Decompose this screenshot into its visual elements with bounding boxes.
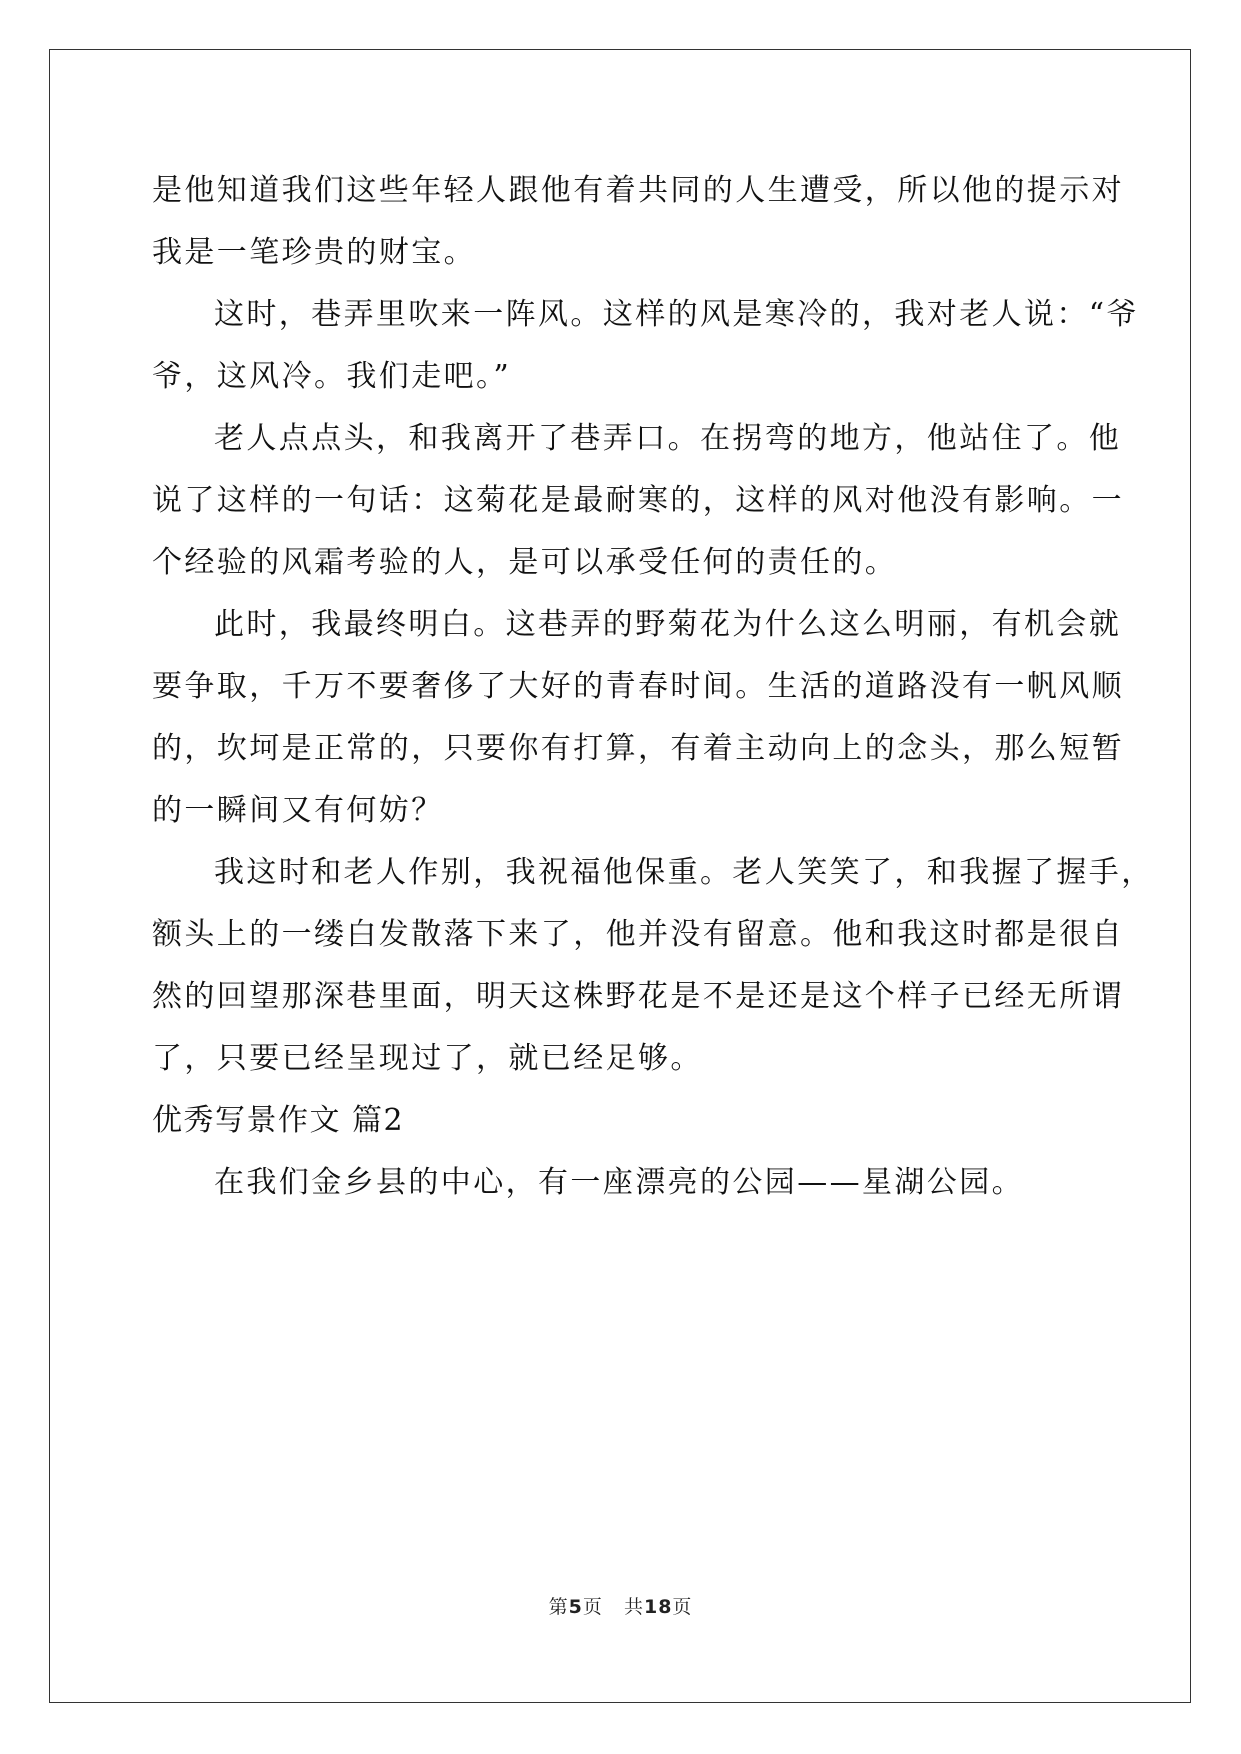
text-line: 我这时和老人作别，我祝福他保重。老人笑笑了，和我握了握手， bbox=[214, 855, 1154, 890]
page-footer bbox=[0, 1592, 1241, 1619]
text-line: 个经验的风霜考验的人，是可以承受任何的责任的。 bbox=[152, 545, 898, 580]
text-line: 在我们金乡县的中心，有一座漂亮的公园——星湖公园。 bbox=[214, 1165, 1024, 1200]
text-line: 额头上的一缕白发散落下来了，他并没有留意。他和我这时都是很自 bbox=[152, 917, 1124, 952]
document-body bbox=[152, 160, 1154, 1214]
text-line: 此时，我最终明白。这巷弄的野菊花为什么这么明丽，有机会就 bbox=[214, 607, 1122, 642]
text-line: 爷，这风冷。我们走吧。” bbox=[152, 359, 512, 394]
text-line: 我是一笔珍贵的财宝。 bbox=[152, 235, 476, 270]
page-prefix: 第 bbox=[548, 1596, 569, 1618]
section-heading: 优秀写景作文 篇2 bbox=[152, 1103, 405, 1138]
page-suffix: 页 bbox=[582, 1596, 603, 1618]
page-number: 5 bbox=[568, 1596, 583, 1618]
text-line: 要争取，千万不要奢侈了大好的青春时间。生活的道路没有一帆风顺 bbox=[152, 669, 1124, 704]
text-line: 的，坎坷是正常的，只要你有打算，有着主动向上的念头，那么短暂 bbox=[152, 731, 1124, 766]
total-suffix: 页 bbox=[672, 1596, 693, 1618]
text-line: 这时，巷弄里吹来一阵风。这样的风是寒冷的，我对老人说：“爷 bbox=[214, 297, 1139, 332]
text-line: 然的回望那深巷里面，明天这株野花是不是还是这个样子已经无所谓 bbox=[152, 979, 1124, 1014]
total-pages: 18 bbox=[643, 1596, 673, 1618]
text-line: 的一瞬间又有何妨？ bbox=[152, 793, 444, 828]
text-line: 说了这样的一句话：这菊花是最耐寒的，这样的风对他没有影响。一 bbox=[152, 483, 1124, 518]
text-line: 了，只要已经呈现过了，就已经足够。 bbox=[152, 1041, 703, 1076]
text-line: 老人点点头，和我离开了巷弄口。在拐弯的地方，他站住了。他 bbox=[214, 421, 1122, 456]
text-line: 是他知道我们这些年轻人跟他有着共同的人生遭受，所以他的提示对 bbox=[152, 173, 1124, 208]
total-prefix: 共 bbox=[623, 1596, 644, 1618]
